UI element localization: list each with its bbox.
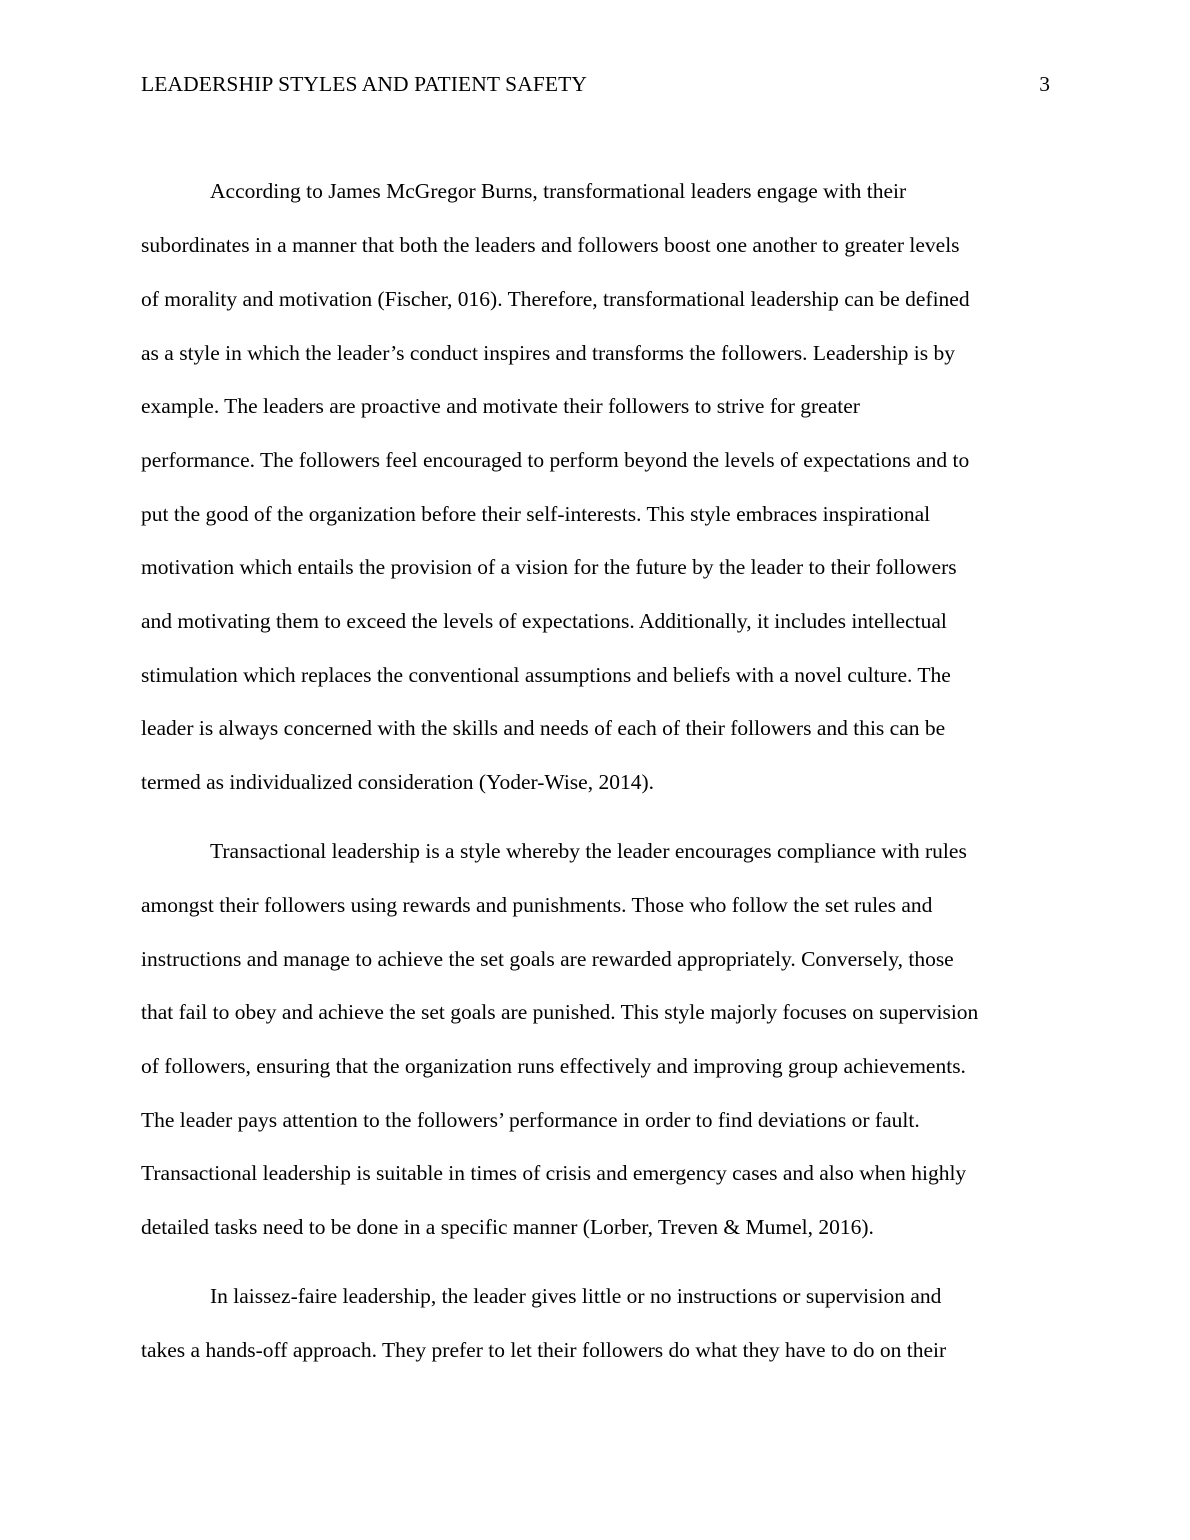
text-line: termed as individualized consideration (Yoder-Wise, 2014). — [141, 770, 654, 794]
text-line: subordinates in a manner that both the leaders and followers boost one another to greater levels — [141, 233, 960, 257]
text-line: Transactional leadership is a style whereby the leader encourages compliance with rules — [210, 839, 967, 863]
text-line: as a style in which the leader’s conduct inspires and transforms the followers. Leadership is by — [141, 341, 955, 365]
page-number: 3 — [1039, 72, 1050, 96]
text-line: that fail to obey and achieve the set goals are punished. This style majorly focuses on supervision — [141, 1000, 979, 1024]
text-line: In laissez-faire leadership, the leader gives little or no instructions or supervision and — [210, 1284, 942, 1308]
text-line: The leader pays attention to the followers’ performance in order to find deviations or fault. — [141, 1108, 920, 1132]
text-line: stimulation which replaces the conventional assumptions and beliefs with a novel culture. The — [141, 663, 951, 687]
text-line: takes a hands-off approach. They prefer to let their followers do what they have to do on their — [141, 1338, 947, 1362]
text-line: of morality and motivation (Fischer, 016). Therefore, transformational leadership can be defined — [141, 287, 970, 311]
text-line: detailed tasks need to be done in a specific manner (Lorber, Treven & Mumel, 2016). — [141, 1215, 874, 1239]
text-line: Transactional leadership is suitable in times of crisis and emergency cases and also when highly — [141, 1161, 967, 1185]
text-line: put the good of the organization before their self-interests. This style embraces inspirational — [141, 502, 931, 526]
text-line: According to James McGregor Burns, transformational leaders engage with their — [210, 179, 907, 203]
text-line: performance. The followers feel encouraged to perform beyond the levels of expectations and to — [141, 448, 970, 472]
text-line: leader is always concerned with the skills and needs of each of their followers and this can be — [141, 716, 946, 740]
text-line: instructions and manage to achieve the set goals are rewarded appropriately. Conversely, those — [141, 947, 954, 971]
running-head: LEADERSHIP STYLES AND PATIENT SAFETY — [141, 72, 587, 96]
text-line: of followers, ensuring that the organization runs effectively and improving group achievements. — [141, 1054, 966, 1078]
text-line: motivation which entails the provision of a vision for the future by the leader to their followers — [141, 555, 957, 579]
text-line: and motivating them to exceed the levels of expectations. Additionally, it includes intellectual — [141, 609, 947, 633]
text-line: example. The leaders are proactive and motivate their followers to strive for greater — [141, 394, 860, 418]
text-line: amongst their followers using rewards and punishments. Those who follow the set rules and — [141, 893, 933, 917]
